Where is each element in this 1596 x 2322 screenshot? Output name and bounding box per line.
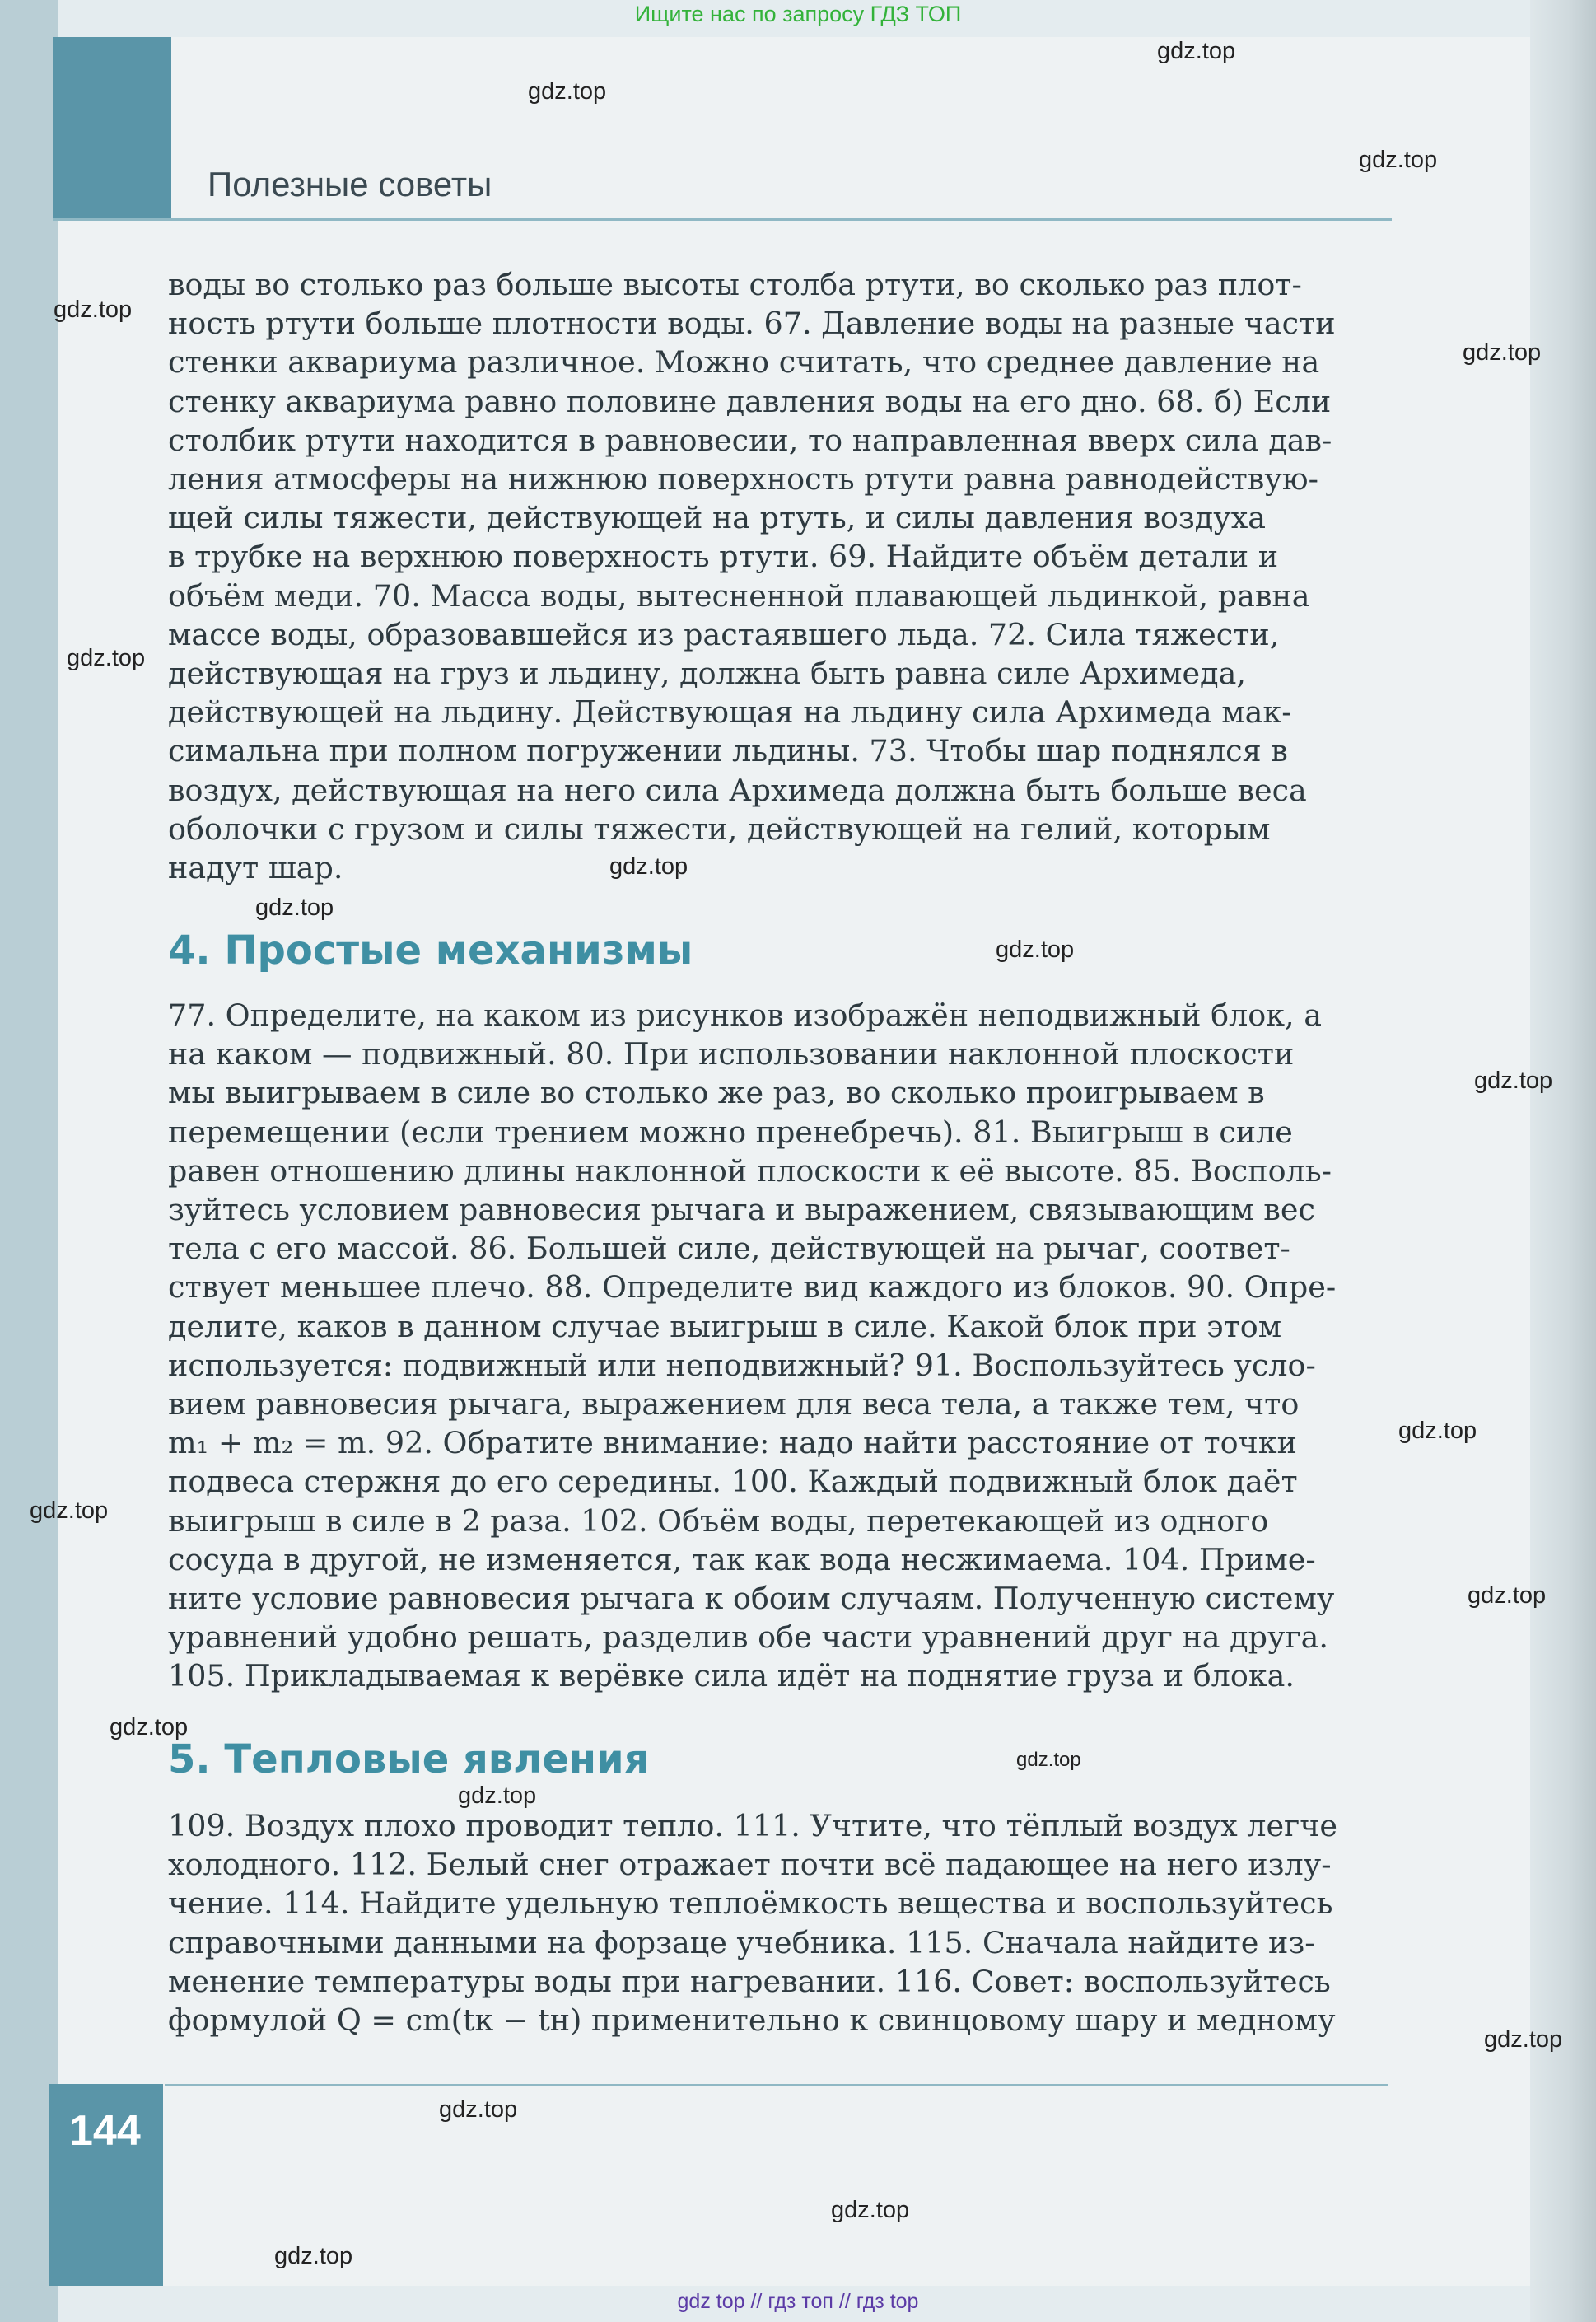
bottom-banner[interactable]: gdz top // гдз топ // гдз top bbox=[677, 2290, 919, 2313]
watermark: gdz.top bbox=[1474, 1068, 1553, 1094]
watermark: gdz.top bbox=[458, 1782, 537, 1809]
watermark: gdz.top bbox=[30, 1497, 109, 1524]
paragraph-hints-4: 77. Определите, на каком из рисунков изображён неподвижный блок, а на каком — подвижный. 80. При использовании наклонной плоскости мы выигрываем в силе во столько же раз, во сколько проигрываем в перемещении (если трением можно пренебречь). 81. Выигрыш в силе равен отношению длины наклонной плоскости к её высоте. 85. Восполь- зуйтесь условием равновесия рычага и выражением, связывающим вес тела с его массой. 86. Большей силе, действующей на рычаг, соответ- ствует меньшее плечо. 88. Определите вид каждого из блоков. 90. Опре- делите, каков в данном случае выигрыш в силе. Какой блок при этом используется: подвижный или неподвижный? 91. Воспользуйтесь усло- вием равновесия рычага, выражением для веса тела, а также тем, что m₁ + m₂ = m. 92. Обратите внимание: надо найти расстояние от точки подвеса стержня до его середины. 100. Каждый подвижный блок даёт выигрыш в силе в 2 раза. 102. Объём воды, перетекающей из одного сосуда в другой, не изменяется, так как вода несжимаема. 104. Приме- ните условие равновесия рычага к обоим случаям. Полученную систему уравнений удобно решать, разделив обе части уравнений друг на друга. 105. Прикладываемая к верёвке сила идёт на поднятие груза и блока. bbox=[168, 997, 1337, 1694]
header-color-bar bbox=[53, 37, 171, 220]
watermark: gdz.top bbox=[54, 297, 133, 323]
watermark: gdz.top bbox=[1359, 147, 1438, 173]
paragraph-hints-3: воды во столько раз больше высоты столба ртути, во сколько раз плот- ность ртути больше плотности воды. 67. Давление воды на разные части стенки аквариума различное. Можно считать, что среднее давление на стенку аквариума равно половине давления воды на его дно. 68. б) Если столбик ртути находится в равновесии, то направленная вверх сила дав- ления атмосферы на нижнюю поверхность ртути равна равнодействую- щей силы тяжести, действующей на ртуть, и силы давления воздуха в трубке на верхнюю поверхность ртути. 69. Найдите объём детали и объём меди. 70. Масса воды, вытесненной плавающей льдинкой, равна массе воды, образовавшейся из растаявшего льда. 72. Сила тяжести, действующая на груз и льдину, должна быть равна силе Архимеда, действующей на льдину. Действующая на льдину сила Архимеда мак- симальна при полном погружении льдины. 73. Чтобы шар поднялся в воздух, действующая на него сила Архимеда должна быть больше веса оболочки с грузом и силы тяжести, действующей на гелий, которым надут шар. bbox=[168, 267, 1336, 886]
heading-simple-mechanisms: 4. Простые механизмы bbox=[168, 927, 693, 974]
watermark: gdz.top bbox=[1157, 38, 1236, 64]
section-title: Полезные советы bbox=[208, 165, 492, 203]
watermark: gdz.top bbox=[439, 2096, 518, 2123]
watermark: gdz.top bbox=[1463, 339, 1542, 366]
page-left-margin bbox=[0, 0, 58, 2322]
page-number: 144 bbox=[69, 2107, 141, 2155]
watermark: gdz.top bbox=[609, 853, 688, 880]
watermark: gdz.top bbox=[528, 78, 607, 105]
watermark: gdz.top bbox=[1468, 1582, 1547, 1609]
heading-thermal-phenomena: 5. Тепловые явления bbox=[168, 1736, 650, 1782]
watermark: gdz.top bbox=[255, 895, 334, 921]
footer-divider bbox=[165, 2084, 1388, 2086]
watermark: gdz.top bbox=[274, 2243, 353, 2269]
paragraph-hints-5: 109. Воздух плохо проводит тепло. 111. Учтите, что тёплый воздух легче холодного. 112. Белый снег отражает почти всё падающее на него излу- чение. 114. Найдите удельную теплоёмкость вещества и воспользуйтесь справочными данными на форзаце учебника. 115. Сначала найдите из- менение температуры воды при нагревании. 116. Совет: воспользуйтесь формулой Q = cm(tк − tн) применительно к свинцовому шару и медному bbox=[168, 1808, 1337, 2039]
watermark: gdz.top bbox=[831, 2197, 910, 2223]
top-banner[interactable]: Ищите нас по запросу ГДЗ ТОП bbox=[634, 2, 962, 26]
header-divider bbox=[53, 218, 1392, 221]
watermark: gdz.top bbox=[996, 937, 1075, 963]
watermark: gdz.top bbox=[1484, 2026, 1563, 2053]
watermark: gdz.top bbox=[110, 1714, 189, 1740]
watermark: gdz.top bbox=[1016, 1749, 1081, 1771]
watermark: gdz.top bbox=[67, 645, 146, 671]
watermark: gdz.top bbox=[1398, 1418, 1477, 1444]
